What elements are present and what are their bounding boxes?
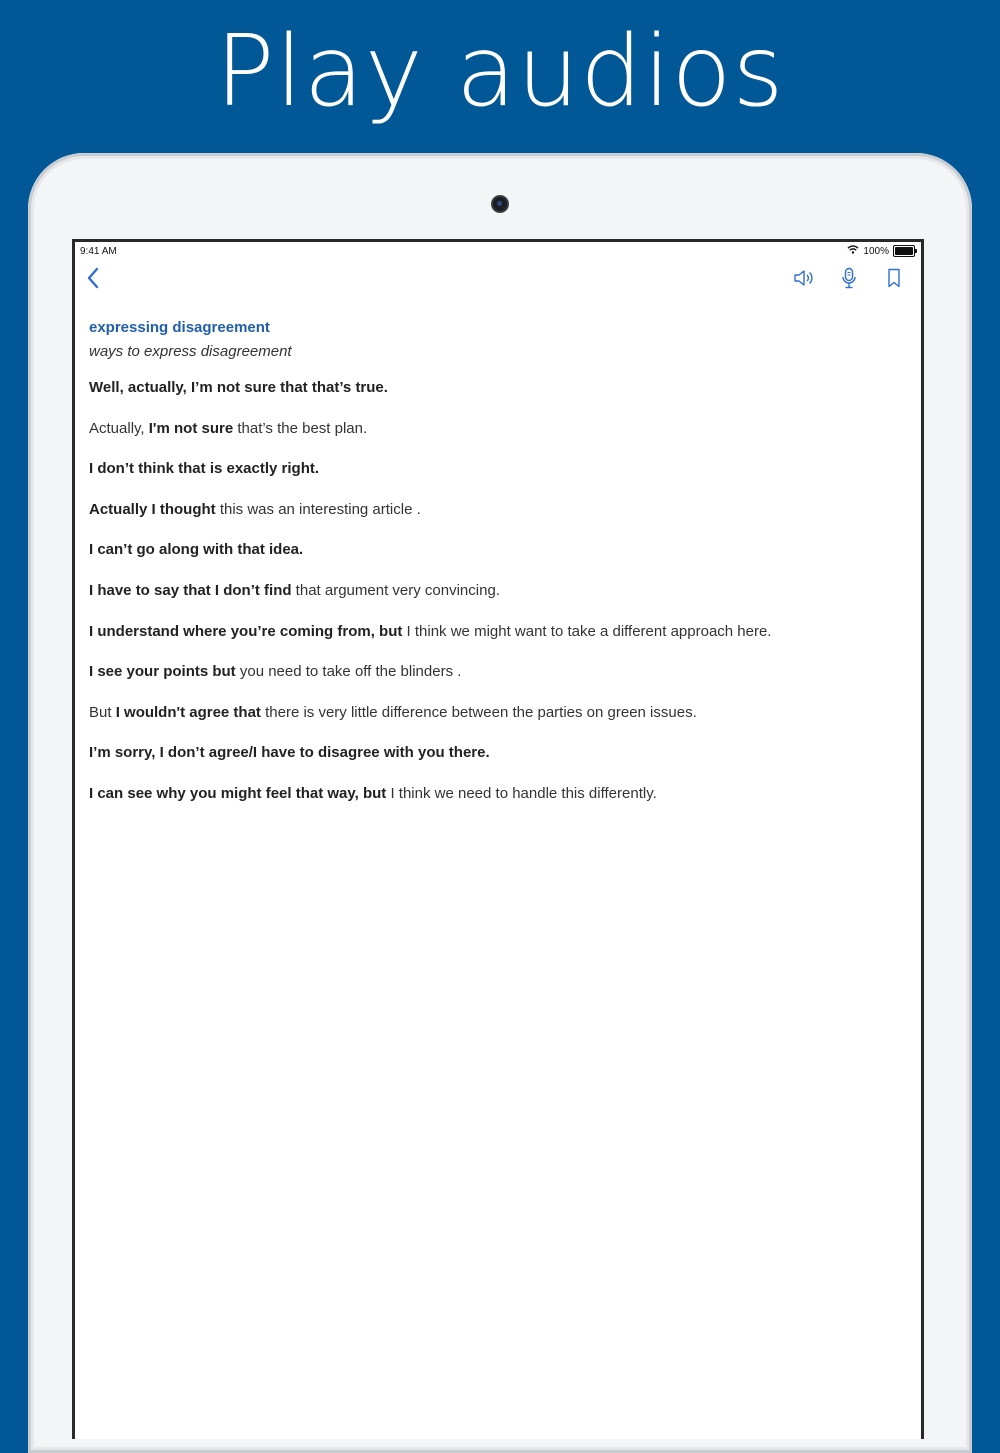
phrase-rest-text: this was an interesting article .: [215, 500, 421, 518]
speaker-icon: [793, 268, 815, 293]
phrase-key-expression: I'm not sure: [148, 419, 234, 437]
tablet-frame: [28, 153, 972, 1453]
phrase-key-expression: Actually I thought: [89, 500, 216, 518]
front-camera: [493, 197, 507, 211]
phrase-item[interactable]: [89, 703, 907, 723]
battery-percentage: 100%: [863, 245, 889, 257]
phrase-key-expression: I have to say that I don’t find: [89, 581, 292, 599]
topic-title: expressing disagreement: [89, 319, 270, 336]
phrase-list: [89, 378, 907, 804]
phrase-rest-text: I think we might want to take a different approach here.: [402, 622, 772, 640]
status-indicators: [847, 245, 915, 257]
phrase-item[interactable]: [89, 581, 907, 601]
microphone-icon: [841, 267, 857, 294]
phrase-item[interactable]: [89, 784, 907, 804]
back-button[interactable]: [79, 266, 107, 294]
phrase-rest-text: that argument very convincing.: [291, 581, 500, 599]
phrase-item[interactable]: [89, 622, 907, 642]
phrase-content: [89, 318, 907, 825]
phrase-item[interactable]: [89, 662, 907, 682]
bookmark-icon: [887, 268, 901, 293]
phrase-item[interactable]: [89, 459, 907, 479]
phrase-rest-text: there is very little difference between the parties on green issues.: [260, 703, 697, 721]
phrase-item[interactable]: [89, 378, 907, 398]
phrase-rest-text: that’s the best plan.: [233, 419, 368, 437]
phrase-lead-text: But: [89, 703, 116, 721]
phrase-lead-text: Actually,: [89, 419, 149, 437]
topic-subtitle: ways to express disagreement: [89, 343, 292, 360]
status-bar: [75, 242, 921, 260]
app-screen: [72, 239, 924, 1439]
phrase-key-expression: I wouldn't agree that: [115, 703, 261, 721]
record-voice-button[interactable]: [835, 266, 863, 294]
phrase-key-expression: I understand where you’re coming from, but: [89, 622, 403, 640]
phrase-item[interactable]: [89, 743, 907, 763]
navigation-bar: [75, 264, 921, 296]
phrase-key-expression: I don’t think that is exactly right.: [89, 460, 320, 478]
battery-level-fill: [895, 247, 913, 255]
phrase-key-expression: I see your points but: [89, 663, 236, 681]
phrase-key-expression: Well, actually, I’m not sure that that’s true.: [89, 379, 388, 396]
bookmark-button[interactable]: [880, 266, 908, 294]
play-audio-button[interactable]: [790, 266, 818, 294]
phrase-item[interactable]: [89, 419, 907, 439]
phrase-key-expression: I’m sorry, I don’t agree/I have to disagree with you there.: [89, 744, 490, 762]
wifi-icon: [847, 245, 859, 257]
phrase-rest-text: you need to take off the blinders .: [235, 663, 462, 681]
phrase-key-expression: I can see why you might feel that way, but: [89, 784, 387, 802]
phrase-item[interactable]: [89, 540, 907, 560]
phrase-item[interactable]: [89, 500, 907, 520]
battery-icon: [893, 245, 915, 257]
phrase-key-expression: I can’t go along with that idea.: [89, 541, 304, 559]
status-time: 9:41 AM: [80, 246, 117, 257]
promo-headline: Play audios: [215, 15, 785, 129]
phrase-rest-text: I think we need to handle this differently.: [386, 784, 657, 802]
chevron-left-icon: [86, 267, 100, 294]
